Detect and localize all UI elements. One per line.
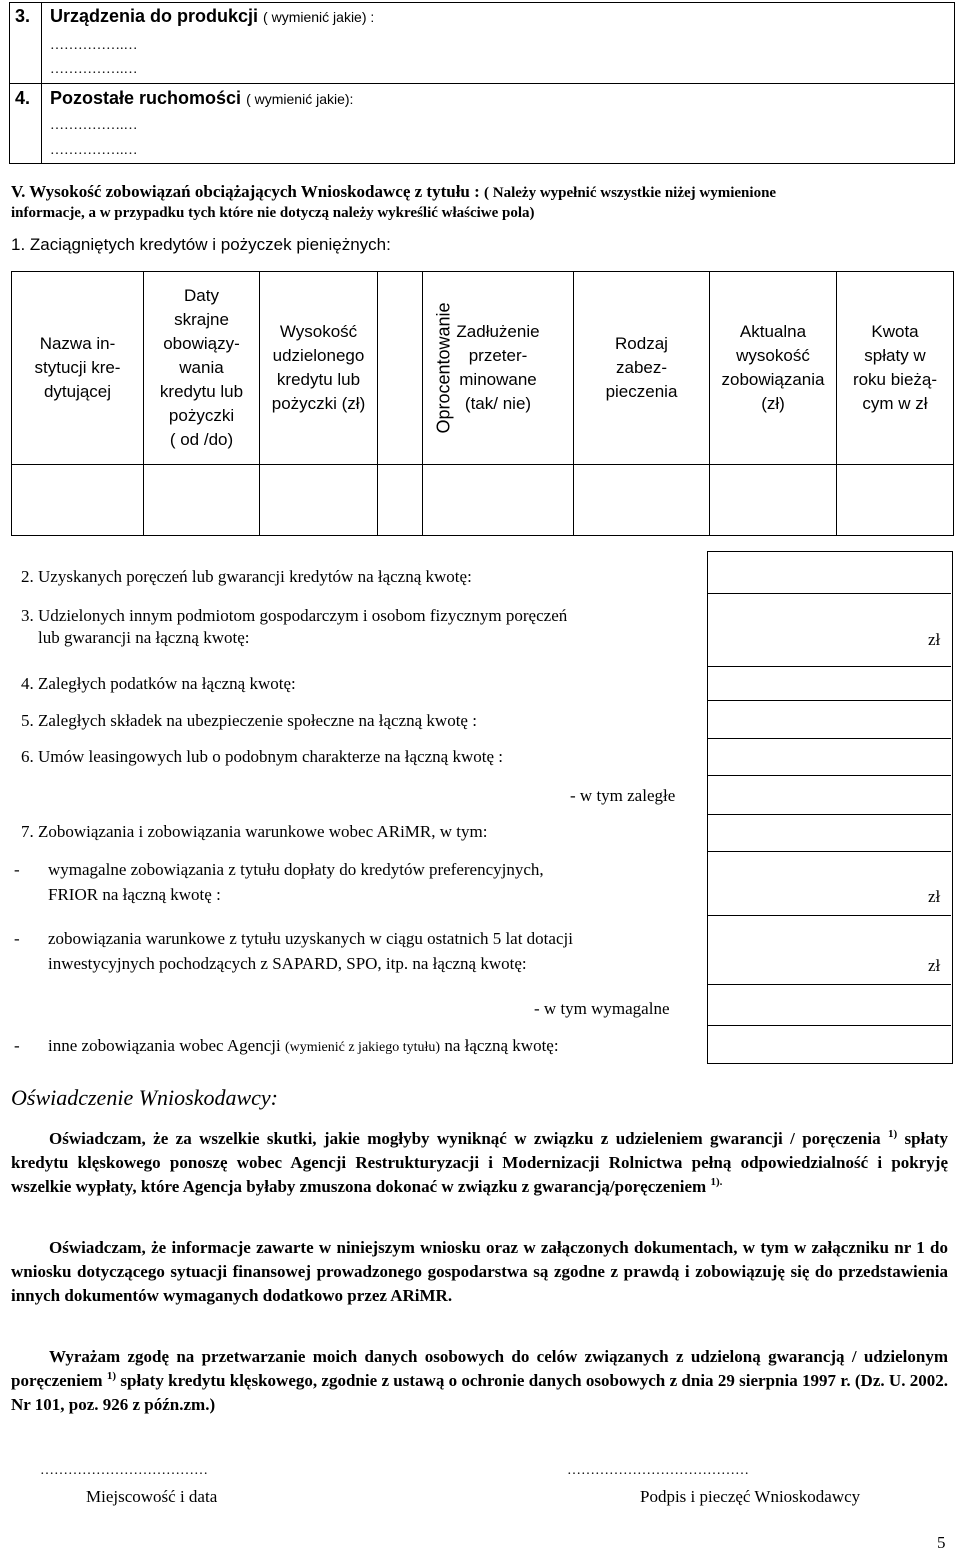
declaration-paragraph-3: Wyrażam zgodę na przetwarzanie moich danych osobowych do celów związanych z udzieloną gwarancją / udzielonym poręczeniem $^{1)}$ spłaty kredytu klęskowego, zgodnie z ustawą o ochronie danych osobowych z dnia 29 sierpnia 1997 r. (Dz. U. 2002. Nr 101, poz. 926 z późn.zm.) bbox=[11, 1347, 949, 1414]
cell-security-type[interactable] bbox=[574, 465, 710, 536]
sub1-dash: - bbox=[14, 860, 20, 879]
place-date-label: Miejscowość i data bbox=[86, 1487, 218, 1506]
header-security-type: Rodzaj zabez- pieczenia bbox=[574, 272, 710, 465]
amount-divider-11 bbox=[707, 1025, 951, 1026]
amount-divider-10 bbox=[707, 984, 951, 985]
overdue-label: - w tym zaległe bbox=[570, 786, 676, 805]
item5-social-insurance: 5. Zaległych składek na ubezpieczenie społeczne na łączną kwotę : bbox=[21, 711, 477, 730]
sub3-line: inne zobowiązania wobec Agencji (wymienić z jakiego tytułu) na łączną kwotę: bbox=[48, 1036, 559, 1055]
header-current-amount: Aktualna wysokość zobowiązania (zł) bbox=[710, 272, 837, 465]
declaration-paragraph-2: Oświadczam, że informacje zawarte w niniejszym wniosku oraz w załączonych dokumentach, w tym w załączniku nr 1 do wniosku dotyczącego sytuacji finansowej prowadzonego gospodarstwa są zgodne z prawdą i zobowiązuję się do przedstawienia innych dokumentów wymaganych dodatkowo przez ARiMR. bbox=[11, 1238, 948, 1305]
item4-line-1[interactable]: …………….… bbox=[50, 118, 138, 133]
credits-header-row bbox=[12, 272, 954, 465]
cell-interest[interactable] bbox=[378, 465, 423, 536]
amount-divider-4 bbox=[707, 700, 951, 701]
header-interest: Oprocentowanie bbox=[378, 272, 423, 465]
amount-divider-6 bbox=[707, 775, 951, 776]
item3-line-2[interactable]: …………….… bbox=[50, 62, 138, 77]
currency-label: zł bbox=[928, 887, 941, 906]
header-institution: Nazwa in- stytucji kre- dytującej bbox=[12, 272, 144, 465]
cell-institution[interactable] bbox=[12, 465, 144, 536]
amount-divider-8 bbox=[707, 851, 951, 852]
item6-leasing: 6. Umów leasingowych lub o podobnym charakterze na łączną kwotę : bbox=[21, 747, 503, 766]
header-overdue-debt: Zadłużenie przeter- minowane (tak/ nie) bbox=[423, 272, 574, 465]
amount-column bbox=[707, 551, 953, 1064]
cell-amount-granted[interactable] bbox=[260, 465, 378, 536]
due-label: - w tym wymagalne bbox=[534, 999, 670, 1018]
item3-number: 3. bbox=[15, 6, 31, 26]
header-amount-granted: Wysokość udzielonego kredytu lub pożyczki (zł) bbox=[260, 272, 378, 465]
item4-taxes: 4. Zaległych podatków na łączną kwotę: bbox=[21, 674, 296, 693]
section5-note: informacje, a w przypadku tych które nie dotyczą należy wykreślić właściwe pola) bbox=[11, 205, 535, 221]
cell-overdue-debt[interactable] bbox=[423, 465, 574, 536]
amount-divider-2 bbox=[707, 593, 951, 594]
item2-guarantees-received: 2. Uzyskanych poręczeń lub gwarancji kredytów na łączną kwotę: bbox=[21, 567, 472, 586]
section5-heading: V. Wysokość zobowiązań obciążających Wnioskodawcę z tytułu : ( Należy wypełnić wszystkie niżej wymienione bbox=[11, 182, 777, 201]
table-row bbox=[12, 465, 954, 536]
item7-arimr: 7. Zobowiązania i zobowiązania warunkowe wobec ARiMR, w tym: bbox=[21, 822, 488, 841]
item4-title: Pozostałe ruchomości ( wymienić jakie): bbox=[50, 88, 354, 108]
item4-line-2[interactable]: …………….… bbox=[50, 143, 138, 158]
declaration-title: Oświadczenie Wnioskodawcy: bbox=[11, 1085, 278, 1110]
item3-guarantees-granted-a: 3. Udzielonych innym podmiotom gospodarczym i osobom fizycznym poręczeń bbox=[21, 606, 568, 625]
signature-line[interactable]: ………………………………… bbox=[567, 1463, 749, 1478]
signature-label: Podpis i pieczęć Wnioskodawcy bbox=[640, 1487, 861, 1506]
amount-divider-3 bbox=[707, 666, 951, 667]
page-number: 5 bbox=[937, 1533, 946, 1552]
amount-divider-9 bbox=[707, 915, 951, 916]
sub2-line-b: inwestycyjnych pochodzących z SAPARD, SPO, itp. na łączną kwotę: bbox=[48, 954, 527, 973]
credits-table bbox=[11, 271, 954, 536]
credits-item-title: 1. Zaciągniętych kredytów i pożyczek pieniężnych: bbox=[11, 235, 391, 254]
item3-line-1[interactable]: …………….… bbox=[50, 38, 138, 53]
sub1-line-a: wymagalne zobowiązania z tytułu dopłaty do kredytów preferencyjnych, bbox=[48, 860, 544, 879]
cell-repayment[interactable] bbox=[837, 465, 954, 536]
header-repayment: Kwota spłaty w roku bieżą- cym w zł bbox=[837, 272, 954, 465]
header-dates: Daty skrajne obowiązy- wania kredytu lub pożyczki ( od /do) bbox=[144, 272, 260, 465]
sub1-line-b: FRIOR na łączną kwotę : bbox=[48, 885, 221, 904]
amount-divider-5 bbox=[707, 738, 951, 739]
place-date-line[interactable]: ……………………………… bbox=[40, 1463, 208, 1478]
row-divider bbox=[10, 83, 954, 84]
item3-guarantees-granted-b: lub gwarancji na łączną kwotę: bbox=[38, 628, 250, 647]
cell-current-amount[interactable] bbox=[710, 465, 837, 536]
currency-label: zł bbox=[928, 956, 941, 975]
sub3-dash: - bbox=[14, 1036, 20, 1055]
item3-title: Urządzenia do produkcji ( wymienić jakie) : bbox=[50, 6, 375, 26]
cell-dates[interactable] bbox=[144, 465, 260, 536]
amount-divider-7 bbox=[707, 814, 951, 815]
sub2-line-a: zobowiązania warunkowe z tytułu uzyskanych w ciągu ostatnich 5 lat dotacji bbox=[48, 929, 573, 948]
item4-number: 4. bbox=[15, 88, 31, 108]
sub2-dash: - bbox=[14, 929, 20, 948]
declaration-paragraph-1: Oświadczam, że za wszelkie skutki, jakie mogłyby wyniknąć w związku z udzieleniem gwarancji / poręczenia $^{1)}$ spłaty kredytu klęskowego ponoszę wobec Agencji Restrukturyzacji i Modernizacji Rolnictwa pełną odpowiedzialność i pokryję wszelkie wypłaty, które Agencja byłaby zmuszona dokonać w związku z gwarancją/poręczeniem $^{1).}$ bbox=[11, 1128, 948, 1196]
currency-label: zł bbox=[928, 630, 941, 649]
